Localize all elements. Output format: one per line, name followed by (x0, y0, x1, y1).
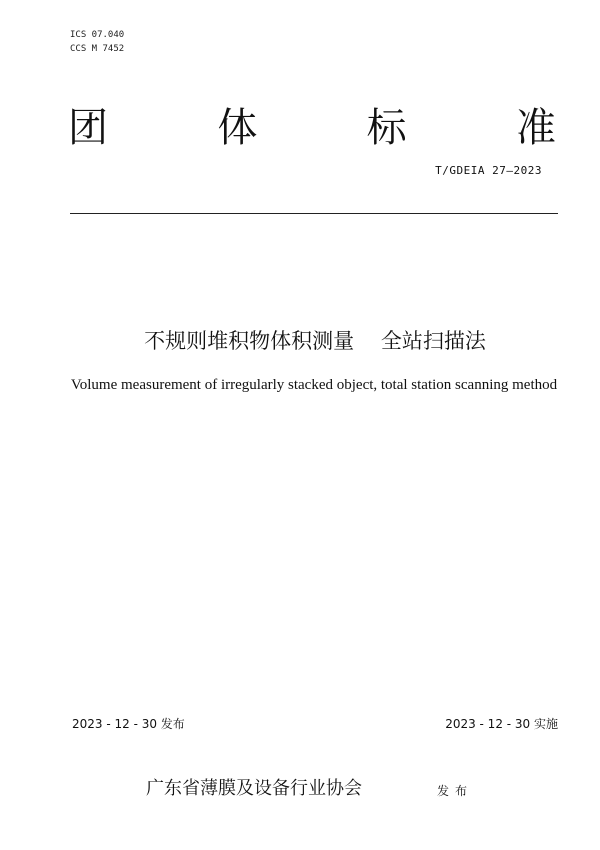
publisher-name: 广东省薄膜及设备行业协会 (146, 778, 362, 799)
english-title: Volume measurement of irregularly stacked object, total station scanning method (70, 377, 558, 393)
release-date: 2023 - 12 - 30 发布 (72, 717, 185, 731)
standard-type-heading (68, 103, 556, 153)
standard-number: T/GDEIA 27—2023 (435, 164, 542, 177)
standard-type-char: 团 (68, 105, 108, 151)
chinese-title: 不规则堆积物体积测量 全站扫描法 (144, 329, 486, 353)
publish-label: 发布 (437, 784, 474, 798)
standard-type-char: 准 (515, 105, 556, 151)
standard-type-char: 体 (217, 105, 258, 151)
header-divider (70, 213, 558, 214)
implementation-date: 2023 - 12 - 30 实施 (445, 717, 558, 731)
classification-codes (70, 28, 124, 56)
ics-code: ICS 07.040 (70, 30, 125, 40)
ccs-code: CCS M 7452 (70, 44, 125, 54)
standard-type-char: 标 (366, 105, 407, 151)
